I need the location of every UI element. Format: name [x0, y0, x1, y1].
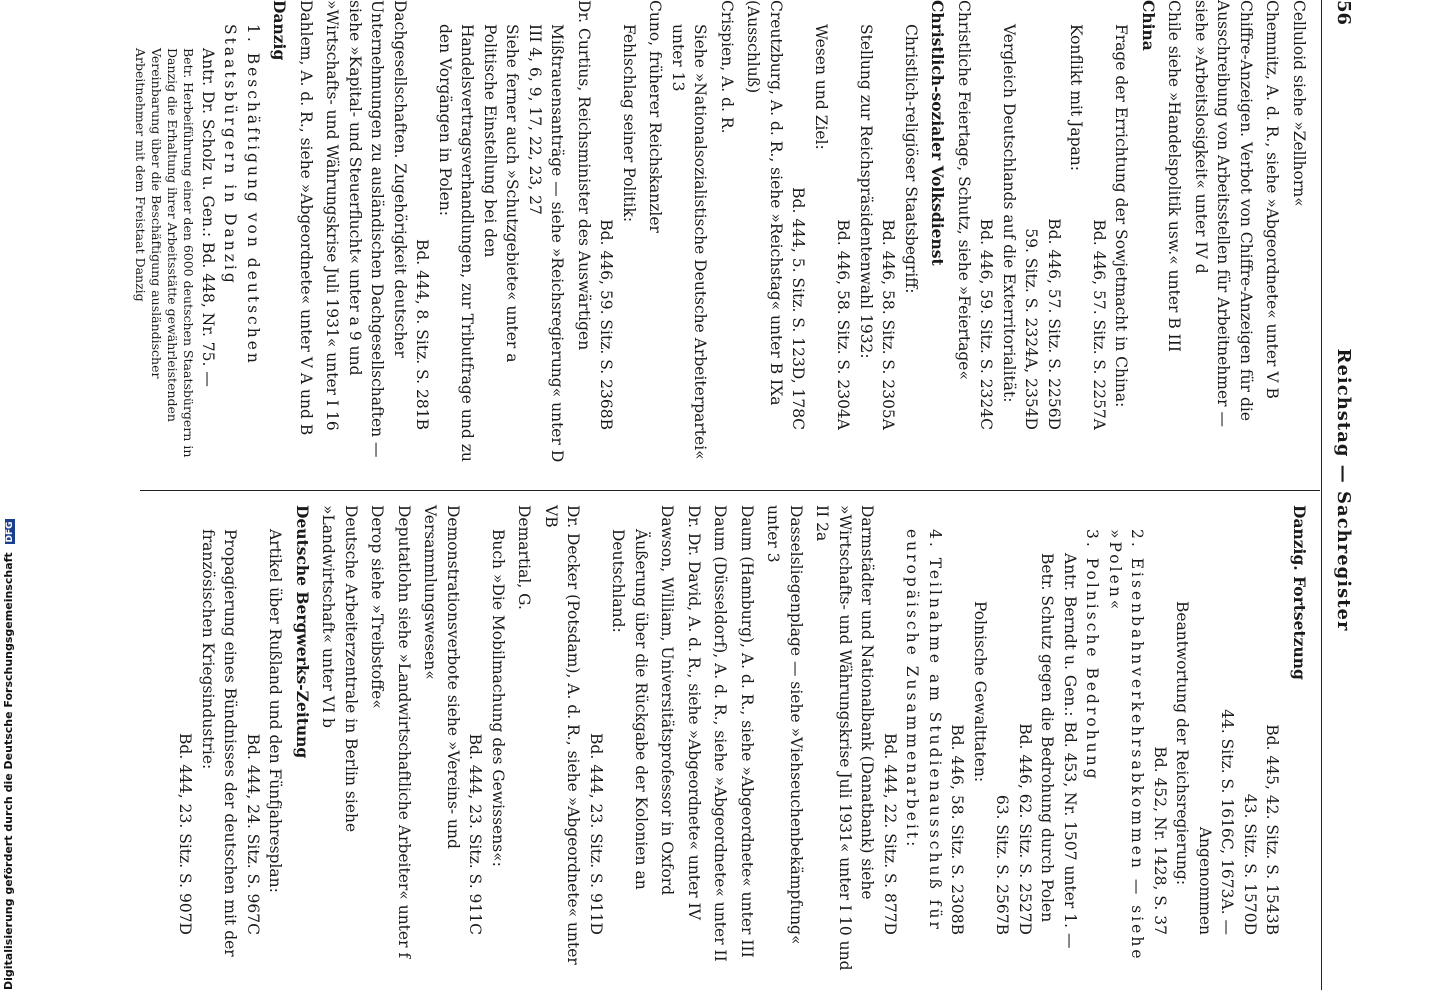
index-entry: Bd. 444, 24. Sitz. S. 967C — [244, 733, 262, 935]
dfg-logo: DFG — [5, 521, 15, 543]
index-entry: Bd. 444, 22. Sitz. S. 877D — [881, 733, 899, 935]
index-entry: Wesen und Ziel: — [812, 24, 830, 150]
index-entry: Christlich-religiöser Staatsbegriff: — [902, 24, 920, 294]
index-entry: Derop siehe »Treibstoffe« — [368, 505, 387, 709]
index-entry: 4. Teilnahme am Studienausschuß für europäische Zusammenarbeit: — [903, 529, 944, 932]
index-entry: Celluloid siehe »Zellhorn« — [1290, 0, 1308, 207]
index-entry: Bd. 444, 23. Sitz. S. 907D — [176, 733, 195, 935]
index-entry: Propagierung eines Bündnisses der deutschen mit der französischen Kriegsindustrie: — [199, 529, 240, 957]
index-entry: Bd. 446, 59. Sitz. S. 2324C — [977, 218, 996, 430]
side-note-text: Digitalisierung gefördert durch die Deutsche Forschungsgemeinschaft — [2, 552, 15, 990]
index-entry: 44. Sitz. S. 1616C, 1673A. — — [1218, 709, 1237, 935]
index-entry: 43. Sitz. S. 1570D — [1241, 793, 1259, 935]
index-entry: Demartial, G. — [515, 505, 534, 610]
index-entry: 3. Polnische Bedrohung — [1083, 529, 1102, 782]
index-entry: Stellung zur Reichspräsidentenwahl 1932: — [857, 24, 875, 359]
index-entry: Bd. 444, 23. Sitz. S. 911C — [466, 733, 485, 935]
index-entry: Antr. Dr. Scholz u. Gen.: Bd. 448, Nr. 75. — — [199, 48, 217, 387]
index-entry: Bd. 446, 59. Sitz. S. 2368B — [597, 219, 616, 430]
index-entry: Dasselsliegenplage — siehe »Viehseuchenbekämpfung« unter 3 — [764, 505, 805, 945]
index-entry: Deutsche Bergwerks-Zeitung — [293, 505, 312, 759]
index-entry: Bd. 445, 42. Sitz. S. 1543B — [1263, 724, 1282, 935]
index-entry: Bd. 444, 8. Sitz. S. 281B — [413, 238, 432, 430]
index-entry: Danzig — [270, 0, 290, 61]
index-entry: Buch »Die Mobilmachung des Gewissens«: — [489, 529, 507, 867]
index-entry: Demonstrationsverbote siehe »Vereins- und Versammlungswesen« — [421, 505, 462, 849]
index-entry: 59. Sitz. S. 2324A, 2354D — [1022, 228, 1041, 430]
page-number: 56 — [1333, 0, 1354, 26]
index-entry: Chiffre-Anzeigen. Verbot von Chiffre-Anzeigen für die Ausschreibung von Arbeitsstellen für Arbeitnehmer — siehe »Arbeitslosigkeit« unter IV d — [1192, 0, 1255, 427]
index-entry: Politische Einstellung bei den Handelsvertragsverhandlungen, zur Tributfrage und zu den Vorgängen in Polen: — [436, 24, 499, 462]
index-entry: Bd. 446, 57. Sitz. S. 2257A — [1090, 219, 1108, 430]
index-entry: Creutzburg, A. d. R., siehe »Reichstag« unter B IXa (Ausschluß) — [744, 0, 785, 406]
index-entry: Bd. 446, 58. Sitz. S. 2305A — [879, 219, 898, 430]
index-entry: Christliche Feiertage, Schutz, siehe »Feiertage« — [955, 0, 973, 380]
index-entry: Dr. Curtius, Reichsminister des Auswärtigen — [575, 0, 593, 351]
index-entry: Fehlschlag seiner Politik: — [620, 24, 638, 223]
index-entry: Dahlem, A. d. R., siehe »Abgeordnete« unter V A und B — [297, 0, 315, 436]
index-entry: Bd. 446, 62. Sitz. S. 2527D — [1016, 723, 1034, 935]
index-entry: 2. Eisenbahnverkehrsabkommen — siehe »Polen« — [1106, 529, 1147, 962]
index-entry: Dawson, William, Universitätsprofessor in Oxford — [658, 505, 677, 896]
index-entry: Angenommen — [1196, 826, 1214, 935]
index-entry: Bd. 446, 58. Sitz. S. 2308B — [948, 724, 967, 935]
page-title: Reichstag — Sachregister — [1333, 348, 1354, 632]
index-entry: Bd. 444, 23. Sitz. S. 911D — [587, 733, 605, 935]
sheet — [120, 0, 1360, 990]
index-entry: Beantwortung der Reichsregierung: — [1173, 601, 1192, 886]
column-divider — [140, 490, 1320, 491]
index-entry: Danzig. Fortsetzung — [1290, 505, 1309, 680]
page-header — [1320, 0, 1360, 990]
index-entry: Deputatlohn siehe »Landwirtschaftliche Arbeiter« unter f — [395, 505, 413, 959]
rotated-page — [130, 0, 1360, 990]
index-entry: Bd. 444, 5. Sitz. S. 123D, 178C — [789, 187, 808, 430]
right-column — [174, 505, 1310, 975]
index-entry: Konflikt mit Japan: — [1067, 24, 1086, 171]
index-entry: China — [1139, 0, 1158, 51]
index-entry: Polnische Gewalttaten: — [971, 601, 989, 783]
index-entry: Bd. 446, 57. Sitz. S. 2256D — [1045, 218, 1063, 430]
index-entry: Antr. Berndt u. Gen.: Bd. 453, Nr. 1507 unter 1. — Betr. Schutz gegen die Bedrohung durch Polen — [1038, 553, 1079, 949]
index-entry: Chemnitz, A. d. R., siehe »Abgeordnete« unter V B — [1263, 0, 1282, 399]
index-entry: Daum (Düsseldorf), A. d. R., siehe »Abgeordnete« unter II — [711, 505, 730, 962]
index-entry: 1. Beschäftigung von deutschen Staatsbürgern in Danzig — [221, 24, 262, 366]
index-entry: Artikel über Rußland und den Fünfjahresplan: — [266, 529, 285, 893]
index-entry: Dr. Dr. David, A. d. R., siehe »Abgeordnete« unter IV — [685, 505, 703, 920]
index-entry: Siehe »Nationalsozialistische Deutsche Arbeiterpartei« unter 13 — [669, 24, 710, 460]
index-entry: Christlich-sozialer Volksdienst — [928, 0, 948, 266]
index-entry: Siehe ferner auch »Schutzgebiete« unter a — [503, 24, 522, 363]
index-entry: Äußerung über die Rückgabe der Kolonien an Deutschland: — [609, 529, 650, 890]
index-entry: Bd. 452, Nr. 1428, S. 37 — [1151, 746, 1169, 935]
left-column — [133, 0, 1311, 470]
index-entry: Betr. Herbeiführung einer den 6000 deutschen Staatsbürgern in Danzig die Erhaltung ihrer Arbeitsstätte gewährleistenden Vereinbarung über die Beschäftigung ausländischer Arbeitnehmer mit dem Freistaat Danzig — [133, 48, 197, 458]
index-entry: Deutsche Arbeiterzentrale in Berlin siehe »Landwirtschaft« unter VI b — [319, 505, 360, 833]
index-entry: 63. Sitz. S. 2567B — [993, 794, 1012, 935]
index-entry: Vergleich Deutschlands auf die Exterritorialität: — [1000, 24, 1018, 403]
index-entry: Daum (Hamburg), A. d. R., siehe »Abgeordnete« unter III — [738, 505, 756, 958]
index-entry: Cuno, früherer Reichskanzler — [646, 0, 665, 233]
index-entry: Mißtrauensanträge — siehe »Reichsregierung« unter D III 4, 6, 9, 17, 22, 23, 27 — [526, 24, 567, 463]
index-entry: Crispien, A. d. R. — [718, 0, 736, 134]
side-note — [2, 519, 15, 990]
index-entry: Chile siehe »Handelspolitik usw.« unter B III — [1165, 0, 1184, 353]
index-entry: Dr. Decker (Potsdam), A. d. R., siehe »Abgeordnete« unter VB — [542, 505, 583, 965]
index-entry: Frage der Errichtung der Sowjetmacht in China: — [1112, 24, 1131, 408]
index-entry: Darmstädter und Nationalbank (Danatbank) siehe »Wirtschafts- und Währungskrise Juli 1931« unter I 10 und II 2a — [813, 505, 877, 971]
index-entry: Bd. 446, 58. Sitz. S. 2304A — [834, 219, 853, 430]
index-entry: Dachgesellschaften. Zugehörigkeit deutscher Unternehmungen zu ausländischen Dachgesellschaften — siehe »Kapital- und Steuerflucht« unter a 9 und »Wirtschafts- und Währungskrise Juli 1931« unter I 16 — [323, 0, 409, 458]
header-rule — [1321, 0, 1322, 990]
